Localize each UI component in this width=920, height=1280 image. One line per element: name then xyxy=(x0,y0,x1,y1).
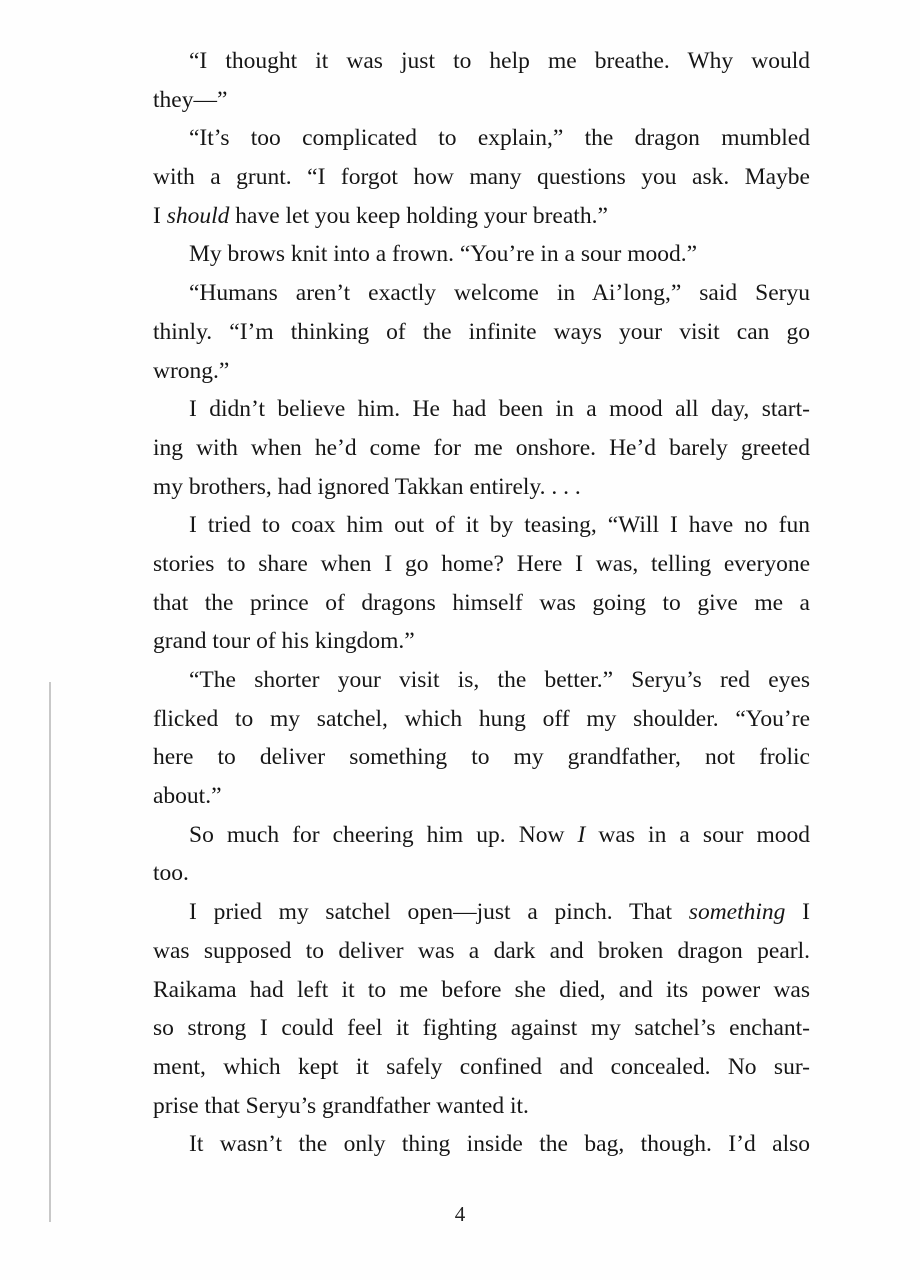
italic-word: something xyxy=(688,899,786,926)
text-line: stories to share when I go home? Here I was, telling everyone xyxy=(153,550,810,577)
text-line: they—” xyxy=(153,86,228,113)
text-line: ment, which kept it safely confined and concealed. No sur- xyxy=(153,1053,810,1080)
text-line: with a grunt. “I forgot how many questions you ask. Maybe xyxy=(153,164,810,191)
text-line: I didn’t believe him. He had been in a mood all day, start- xyxy=(189,396,810,423)
text-line: my brothers, had ignored Takkan entirely. . . . xyxy=(153,473,581,500)
text-line: I should have let you keep holding your breath.” xyxy=(153,202,608,229)
text-line: I tried to coax him out of it by teasing, “Will I have no fun xyxy=(189,512,810,539)
text-line: grand tour of his kingdom.” xyxy=(153,628,415,655)
text-line: Raikama had left it to me before she died, and its power was xyxy=(153,976,810,1003)
text-line: flicked to my satchel, which hung off my shoulder. “You’re xyxy=(153,705,810,732)
italic-word: should xyxy=(166,202,230,229)
text-line: “I thought it was just to help me breathe. Why would xyxy=(189,48,810,74)
text-line: My brows knit into a frown. “You’re in a sour mood.” xyxy=(189,241,698,268)
text-line: prise that Seryu’s grandfather wanted it. xyxy=(153,1092,529,1119)
text-line: I pried my satchel open—just a pinch. That something I xyxy=(189,899,810,926)
text-line: wrong.” xyxy=(153,357,230,384)
body-text xyxy=(153,42,810,1164)
text-line: about.” xyxy=(153,783,222,810)
italic-word: I xyxy=(577,821,586,848)
text-line: that the prince of dragons himself was going to give me a xyxy=(153,589,810,616)
text-line: “It’s too complicated to explain,” the dragon mumbled xyxy=(189,125,810,152)
text-line: It wasn’t the only thing inside the bag, though. I’d also xyxy=(189,1131,810,1158)
text-line: “The shorter your visit is, the better.” Seryu’s red eyes xyxy=(189,667,810,693)
text-line: was supposed to deliver was a dark and broken dragon pearl. xyxy=(153,937,810,964)
text-line: “Humans aren’t exactly welcome in Ai’long,” said Seryu xyxy=(189,280,810,307)
text-line: here to deliver something to my grandfather, not frolic xyxy=(153,744,810,771)
scan-edge-mark xyxy=(49,682,51,1222)
text-line: So much for cheering him up. Now I was in a sour mood xyxy=(189,821,810,848)
page-number: 4 xyxy=(454,1202,466,1226)
text-line: ing with when he’d come for me onshore. He’d barely greeted xyxy=(153,434,810,461)
text-line: so strong I could feel it fighting against my satchel’s enchant- xyxy=(153,1015,810,1042)
text-line: thinly. “I’m thinking of the infinite ways your visit can go xyxy=(153,318,810,345)
text-line: too. xyxy=(153,860,189,887)
